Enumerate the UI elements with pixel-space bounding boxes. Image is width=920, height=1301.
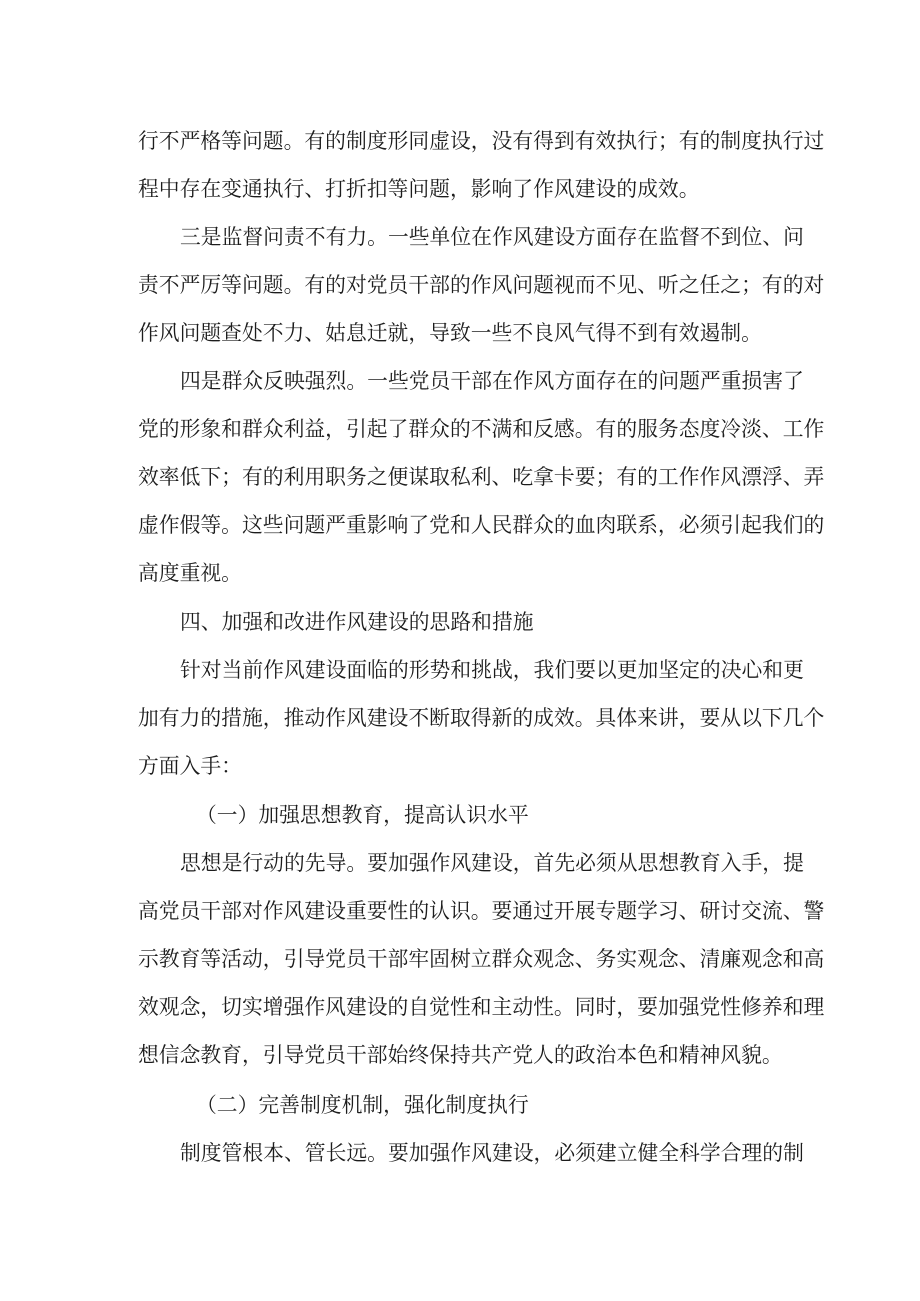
body-line: 想信念教育，引导党员干部始终保持共产党人的政治本色和精神风貌。 (138, 1043, 783, 1067)
body-line: 方面入手： (138, 754, 242, 778)
body-line: 虚作假等。这些问题严重影响了党和人民群众的血肉联系，必须引起我们的 (138, 513, 825, 537)
body-line: 党的形象和群众利益，引起了群众的不满和反感。有的服务态度冷淡、工作 (138, 417, 825, 441)
subsection-heading: （二）完善制度机制，强化制度执行 (196, 1093, 529, 1117)
section-heading: 四、加强和改进作风建设的思路和措施 (180, 610, 534, 634)
paragraph-first-line: 思想是行动的先导。要加强作风建设，首先必须从思想教育入手，提 (180, 851, 804, 875)
body-line: 加有力的措施，推动作风建设不断取得新的成效。具体来讲，要从以下几个 (138, 706, 825, 730)
paragraph-first-line: 四是群众反映强烈。一些党员干部在作风方面存在的问题严重损害了 (180, 369, 804, 393)
body-line: 作风问题查处不力、姑息迁就，导致一些不良风气得不到有效遏制。 (138, 321, 762, 345)
paragraph-first-line: 三是监督问责不有力。一些单位在作风建设方面存在监督不到位、问 (180, 225, 804, 249)
body-line: 责不严厉等问题。有的对党员干部的作风问题视而不见、听之任之；有的对 (138, 273, 825, 297)
body-line: 程中存在变通执行、打折扣等问题，影响了作风建设的成效。 (138, 177, 700, 201)
subsection-heading: （一）加强思想教育，提高认识水平 (196, 803, 529, 827)
paragraph-first-line: 针对当前作风建设面临的形势和挑战，我们要以更加坚定的决心和更 (180, 658, 804, 682)
paragraph-first-line: 制度管根本、管长远。要加强作风建设，必须建立健全科学合理的制 (180, 1141, 804, 1165)
body-line: 高党员干部对作风建设重要性的认识。要通过开展专题学习、研讨交流、警 (138, 899, 825, 923)
body-line: 高度重视。 (138, 561, 242, 585)
body-line: 效率低下；有的利用职务之便谋取私利、吃拿卡要；有的工作作风漂浮、弄 (138, 465, 825, 489)
body-line: 行不严格等问题。有的制度形同虚设，没有得到有效执行；有的制度执行过 (138, 129, 825, 153)
body-line: 示教育等活动，引导党员干部牢固树立群众观念、务实观念、清廉观念和高 (138, 947, 825, 971)
body-line: 效观念，切实增强作风建设的自觉性和主动性。同时，要加强党性修养和理 (138, 995, 825, 1019)
